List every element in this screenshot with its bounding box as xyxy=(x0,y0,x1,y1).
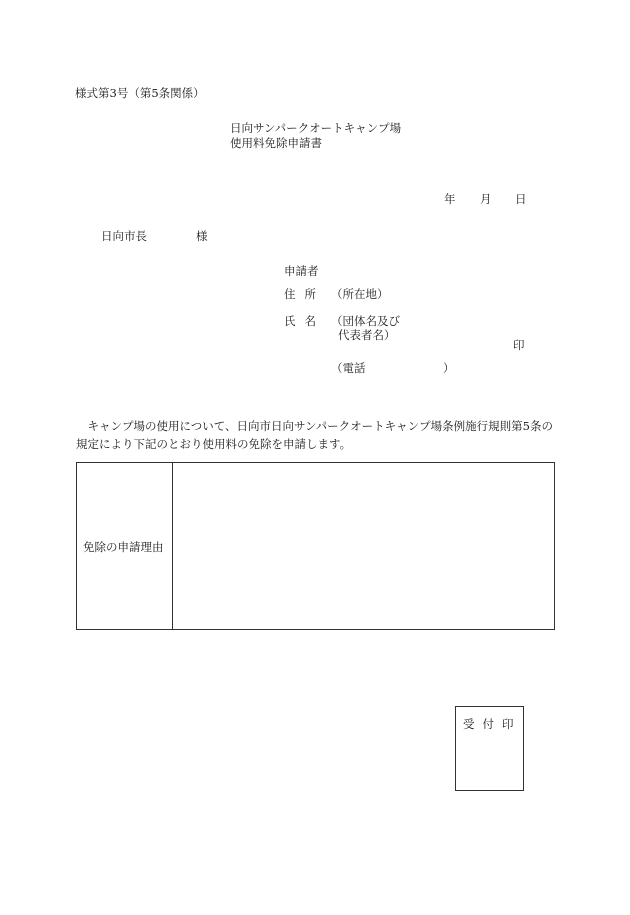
addressee-suffix: 様 xyxy=(196,229,208,243)
date-month-label: 月 xyxy=(480,192,492,206)
reason-label-cell xyxy=(77,463,173,629)
address-label: 住所 xyxy=(284,287,325,301)
reason-table xyxy=(76,462,555,630)
date-year-label: 年 xyxy=(444,192,456,206)
phone-label-close: ） xyxy=(443,361,455,375)
document-subtitle: 使用料免除申請書 xyxy=(230,136,322,150)
document-title: 日向サンパークオートキャンプ場 xyxy=(230,121,402,135)
receipt-stamp-box xyxy=(455,706,524,791)
name-note-line1: （団体名及び xyxy=(331,314,400,328)
reason-content-cell[interactable] xyxy=(173,463,554,629)
seal-mark: 印 xyxy=(513,338,525,352)
address-note: （所在地） xyxy=(331,287,389,301)
date-day-label: 日 xyxy=(515,192,527,206)
form-number: 様式第3号（第5条関係） xyxy=(75,86,205,100)
reason-label: 免除の申請理由 xyxy=(83,540,164,554)
phone-label-open: （電話 xyxy=(331,361,366,375)
addressee-name: 日向市長 xyxy=(101,229,147,243)
receipt-stamp-label: 受付印 xyxy=(463,717,522,731)
applicant-heading: 申請者 xyxy=(284,264,319,278)
application-body-text: キャンプ場の使用について、日向市日向サンパークオートキャンプ場条例施行規則第5条の規定により下記のとおり使用料の免除を申請します。 xyxy=(76,419,553,451)
name-label: 氏名 xyxy=(284,314,325,328)
name-note-line2: 代表者名） xyxy=(338,328,396,342)
